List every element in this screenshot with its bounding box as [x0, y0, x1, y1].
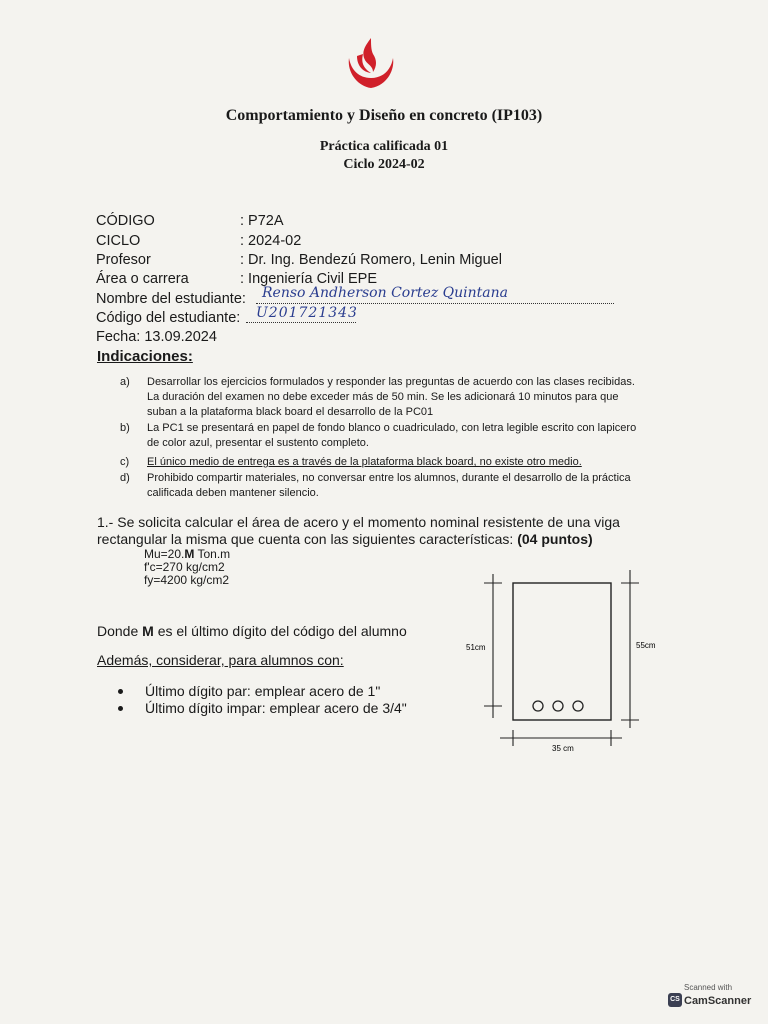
question-points: (04 puntos) [517, 531, 593, 547]
donde-suffix: es el último dígito del código del alumno [153, 623, 407, 639]
instruction-letter: b) [120, 422, 130, 434]
info-ciclo [96, 231, 656, 251]
mu-m: M [184, 547, 195, 561]
rebar-circle [573, 701, 583, 711]
info-fecha [96, 327, 656, 347]
rebar-circle [553, 701, 563, 711]
fecha-text: Fecha: 13.09.2024 [96, 329, 217, 345]
codigo-estudiante-value: U201721343 [256, 305, 358, 321]
bullet-dot-icon [118, 689, 123, 694]
area-label: Área o carrera [96, 271, 189, 287]
course-title: Comportamiento y Diseño en concreto (IP103) [225, 107, 543, 124]
instruction-a [120, 375, 640, 421]
mu-prefix: Mu=20. [144, 547, 185, 561]
ademas-text: Además, considerar, para alumnos con: [97, 652, 344, 668]
exam-title: Práctica calificada 01 [319, 139, 449, 154]
instruction-text: La PC1 se presentará en papel de fondo blanco o cuadriculado, con letra legible escrito con lapicero de color azul, presentar el sustento completo. [147, 422, 637, 449]
label-51cm: 51cm [466, 643, 486, 652]
camscanner-icon: CS [668, 993, 682, 1007]
param-fc: f'c=270 kg/cm2 [144, 560, 225, 574]
info-nombre [96, 285, 656, 309]
indicaciones-heading: Indicaciones: [97, 348, 193, 365]
instruction-letter: d) [120, 472, 130, 484]
donde-text [97, 623, 407, 639]
info-codigo-estudiante [96, 305, 656, 328]
label-35cm: 35 cm [552, 744, 574, 753]
codigo-label: CÓDIGO [96, 213, 155, 229]
rebar-circle [533, 701, 543, 711]
ciclo-value: : 2024-02 [240, 233, 302, 249]
codigo-value: : P72A [240, 213, 284, 229]
question-number: 1.- [97, 514, 114, 530]
bullet-dot-icon [118, 706, 123, 711]
donde-m: M [142, 623, 154, 639]
profesor-value: : Dr. Ing. Bendezú Romero, Lenin Miguel [240, 252, 502, 268]
instruction-b [120, 421, 640, 453]
instruction-d [120, 471, 640, 503]
cycle-title: Ciclo 2024-02 [343, 157, 425, 172]
beam-section-diagram [460, 566, 656, 756]
donde-prefix: Donde [97, 623, 143, 639]
beam-section-rect [513, 583, 611, 720]
instruction-c [120, 455, 640, 471]
scanned-with-text: Scanned with [684, 983, 733, 992]
question-1 [97, 514, 657, 548]
instruction-text: Desarrollar los ejercicios formulados y responder las preguntas de acuerdo con las clases recibidas. La duración del examen no debe exceder más de 50 min. Se les adicionará 10 minutos para que suban a la plataforma black board el desarrollo de la PC01 [147, 376, 635, 418]
university-logo-icon [343, 36, 399, 90]
question-text: Se solicita calcular el área de acero y el momento nominal resistente de una viga rectangular la misma que cuenta con las siguientes características: [97, 514, 620, 547]
param-fy: fy=4200 kg/cm2 [144, 573, 230, 587]
nombre-value: Renso Andherson Cortez Quintana [262, 285, 508, 301]
ciclo-label: CICLO [96, 233, 141, 249]
codigo-estudiante-label: Código del estudiante: [96, 310, 241, 326]
bullet-text: Último dígito par: emplear acero de 1" [145, 683, 381, 699]
info-profesor [96, 250, 656, 270]
profesor-label: Profesor [96, 252, 151, 268]
camscanner-text: CamScanner [684, 995, 752, 1007]
instruction-text: El único medio de entrega es a través de la plataforma black board, no existe otro medio. [147, 456, 582, 468]
instruction-text: Prohibido compartir materiales, no conversar entre los alumnos, durante el desarrollo de la práctica calificada deben mantener silencio. [147, 472, 631, 499]
bullet-text: Último dígito impar: emplear acero de 3/4" [145, 700, 407, 716]
info-codigo [96, 211, 656, 231]
instruction-letter: a) [120, 376, 130, 388]
mu-suffix: Ton.m [194, 547, 231, 561]
instruction-letter: c) [120, 456, 130, 468]
label-55cm: 55cm [636, 641, 656, 650]
nombre-label: Nombre del estudiante: [96, 291, 246, 307]
area-value: : Ingeniería Civil EPE [240, 271, 378, 287]
camscanner-watermark [666, 981, 758, 1013]
